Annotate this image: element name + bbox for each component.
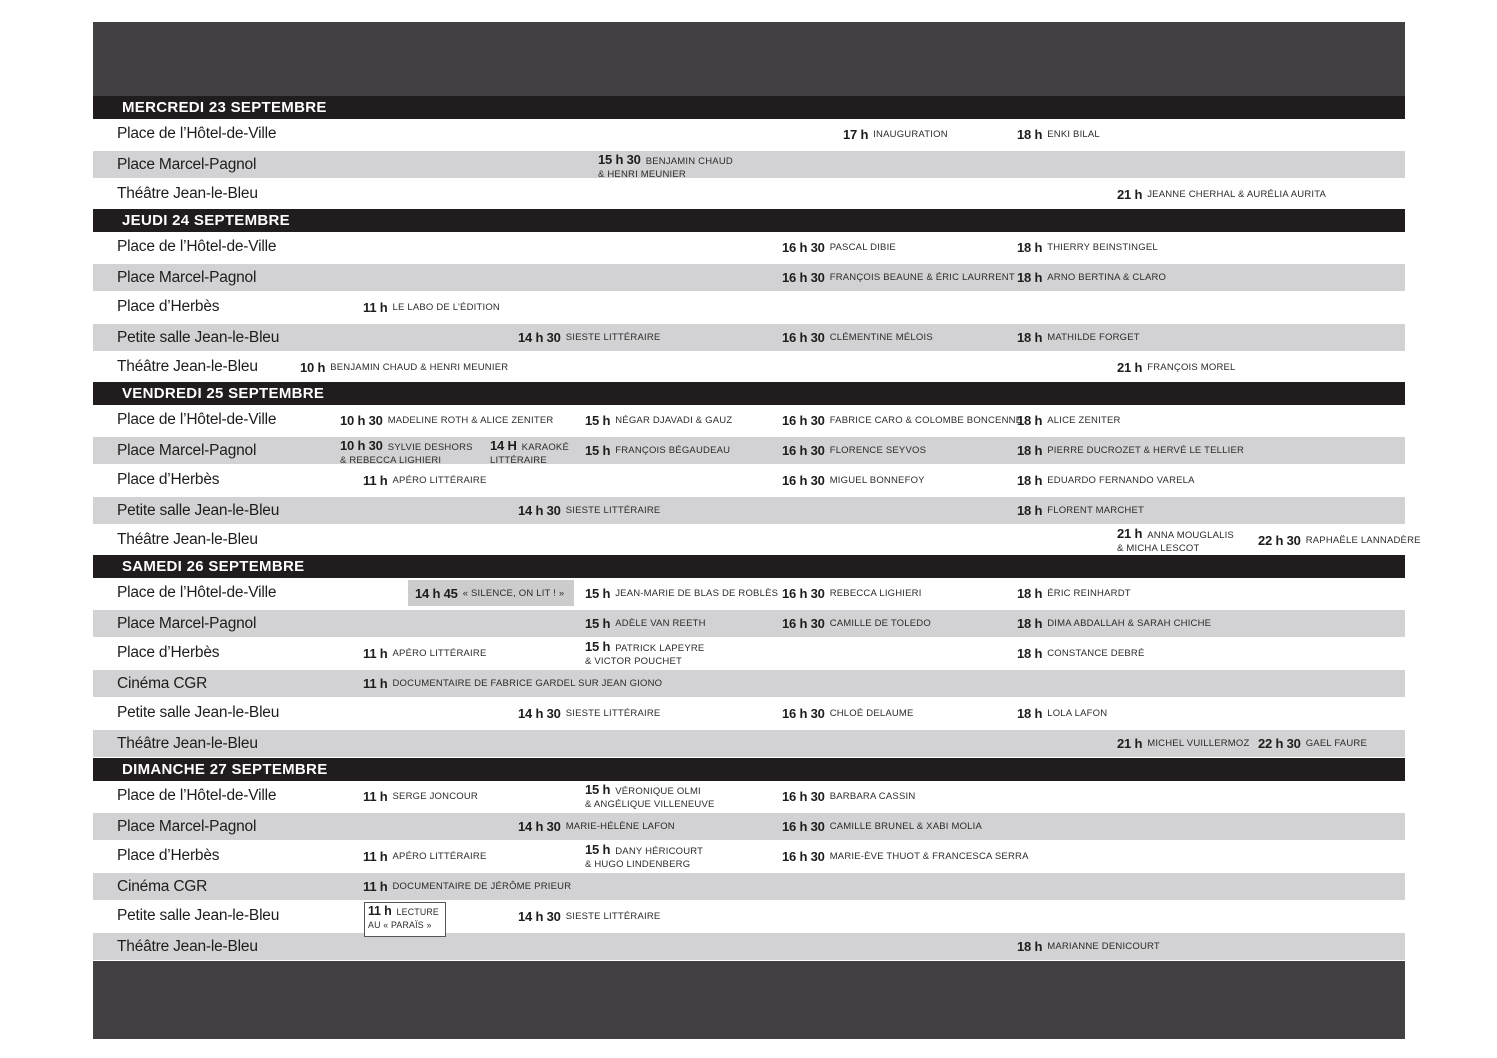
venue-row — [93, 811, 1405, 841]
event — [585, 437, 730, 464]
event-time: 14 H — [490, 438, 517, 453]
event-name: EDUARDO FERNANDO VARELA — [1047, 474, 1195, 486]
event-time: 18 h — [1017, 412, 1043, 428]
event-name: REBECCA LIGHIERI — [829, 587, 922, 599]
venue-row — [93, 871, 1405, 901]
event — [585, 844, 703, 870]
venue-row — [93, 405, 1405, 435]
event-time: 11 h — [363, 676, 388, 691]
event — [782, 781, 915, 811]
event-time: 18 h — [1017, 330, 1043, 345]
venue-label: Place Marcel-Pagnol — [117, 817, 257, 835]
event-name-line2: & VICTOR POUCHET — [585, 656, 682, 667]
program-content — [93, 22, 1421, 1039]
event — [782, 841, 1029, 871]
event — [585, 578, 778, 608]
venue-row — [93, 495, 1405, 525]
event-time: 11 h — [363, 879, 388, 894]
event-name: VÉRONIQUE OLMI — [615, 786, 701, 797]
event — [340, 405, 553, 435]
day-header: JEUDI 24 SEPTEMBRE — [93, 209, 1405, 232]
event-name-line2: & HUGO LINDENBERG — [585, 859, 691, 870]
event — [1117, 730, 1250, 757]
event-time: 15 h — [585, 412, 611, 428]
event-time: 16 h 30 — [782, 330, 825, 345]
event — [1017, 497, 1144, 524]
event — [1117, 352, 1236, 382]
event — [782, 324, 933, 351]
event-name: DOCUMENTAIRE DE JÉRÔME PRIEUR — [392, 881, 572, 892]
event-time: 10 h — [300, 359, 326, 375]
event-name: FRANÇOIS BÉGAUDEAU — [615, 445, 731, 456]
event-time: 11 h — [363, 788, 388, 804]
event-time: 15 h — [585, 616, 611, 631]
event-time: 16 h 30 — [782, 472, 825, 488]
venue-label: Cinéma CGR — [117, 674, 208, 692]
event-name: CHLOÉ DELAUME — [829, 707, 914, 719]
event-name: MADELINE ROTH & ALICE ZENITER — [387, 414, 554, 426]
venue-label: Place de l’Hôtel-de-Ville — [117, 411, 277, 428]
event-name: ARNO BERTINA & CLARO — [1047, 272, 1167, 283]
event — [363, 292, 500, 322]
venue-row — [93, 525, 1421, 555]
event — [1017, 324, 1140, 351]
venue-label: Petite salle Jean-le-Bleu — [117, 907, 280, 924]
event-name: INAUGURATION — [873, 128, 948, 140]
event-time: 14 h 30 — [518, 330, 561, 345]
venue-row — [93, 119, 1405, 149]
event-name: BENJAMIN CHAUD — [645, 156, 733, 167]
event — [363, 465, 487, 495]
event — [782, 813, 982, 840]
event — [363, 781, 478, 811]
event-time: 15 h 30 — [598, 152, 641, 167]
venue-label: Place Marcel-Pagnol — [117, 441, 257, 459]
event — [518, 813, 675, 840]
event-name: MARIE-ÈVE THUOT & FRANCESCA SERRA — [829, 850, 1029, 862]
event-time: 16 h 30 — [782, 705, 825, 721]
event-name-line2: & ANGÉLIQUE VILLENEUVE — [585, 799, 715, 810]
venue-label: Théâtre Jean-le-Bleu — [117, 734, 258, 752]
event-name: MICHEL VUILLERMOZ — [1147, 738, 1250, 749]
event-name: CLÉMENTINE MÉLOIS — [829, 332, 933, 343]
event-name: NÉGAR DJAVADI & GAUZ — [615, 414, 733, 426]
event-time: 14 h 30 — [518, 705, 561, 721]
event — [1017, 405, 1121, 435]
venue-label: Place Marcel-Pagnol — [117, 155, 257, 173]
venue-label: Place d’Herbès — [117, 298, 220, 315]
venue-row — [93, 352, 1405, 382]
event — [585, 405, 732, 435]
event-time: 18 h — [1017, 939, 1043, 954]
event — [598, 154, 733, 180]
event-time: 21 h — [1117, 526, 1143, 541]
event-name: SIESTE LITTÉRAIRE — [565, 707, 661, 719]
venue-label: Place Marcel-Pagnol — [117, 268, 257, 286]
event — [585, 610, 706, 637]
day-header: MERCREDI 23 SEPTEMBRE — [93, 96, 1405, 119]
event-name: RAPHAËLE LANNADÈRE — [1305, 534, 1421, 546]
event-name: PATRICK LAPEYRE — [615, 643, 705, 654]
event-name: GAEL FAURE — [1305, 738, 1367, 749]
event-time: 18 h — [1017, 503, 1043, 518]
event — [1017, 578, 1131, 608]
event-time: 16 h 30 — [782, 848, 825, 864]
event-time: 16 h 30 — [782, 788, 825, 804]
event-time: 18 h — [1017, 126, 1043, 142]
venue-label: Petite salle Jean-le-Bleu — [117, 501, 280, 519]
event-name: APÉRO LITTÉRAIRE — [392, 850, 487, 862]
venue-row — [93, 465, 1405, 495]
event-name: SIESTE LITTÉRAIRE — [565, 332, 661, 343]
venue-row — [93, 262, 1405, 292]
event — [843, 119, 948, 149]
event-time: 18 h — [1017, 585, 1043, 601]
event-time: 10 h 30 — [340, 438, 383, 453]
venue-label: Place Marcel-Pagnol — [117, 614, 257, 632]
event-time: 18 h — [1017, 645, 1043, 661]
event-name: CONSTANCE DEBRÉ — [1047, 647, 1145, 659]
event — [363, 670, 662, 697]
event-time: 11 h — [363, 472, 388, 488]
venue-row — [93, 149, 1405, 179]
event — [1117, 179, 1326, 209]
event — [363, 873, 571, 900]
event-time: 15 h — [585, 639, 611, 654]
event-time: 16 h 30 — [782, 270, 825, 285]
venue-row — [93, 322, 1405, 352]
event-time: 14 h 30 — [518, 908, 561, 924]
event — [1017, 119, 1100, 149]
venue-label: Place de l’Hôtel-de-Ville — [117, 125, 277, 142]
event — [1017, 232, 1158, 262]
venue-row — [93, 638, 1405, 668]
venue-row — [93, 901, 1405, 931]
event-time: 14 h 45 — [415, 585, 458, 601]
event-time: 10 h 30 — [340, 412, 383, 428]
event-name: BARBARA CASSIN — [829, 790, 916, 802]
event-name-line2: & HENRI MEUNIER — [598, 169, 686, 180]
event-name: PASCAL DIBIE — [829, 241, 896, 253]
venue-row — [93, 232, 1405, 262]
event-name: « SILENCE, ON LIT ! » — [462, 587, 565, 599]
event-name: ALICE ZENITER — [1047, 414, 1121, 426]
event-time: 14 h 30 — [518, 503, 561, 518]
event-name: MARIE-HÉLÈNE LAFON — [565, 821, 675, 832]
event-name: ADÈLE VAN REETH — [615, 618, 706, 629]
venue-label: Théâtre Jean-le-Bleu — [117, 531, 258, 548]
event-time: 21 h — [1117, 736, 1143, 751]
venue-row — [93, 292, 1405, 322]
event-name: APÉRO LITTÉRAIRE — [392, 474, 487, 486]
event-name: LE LABO DE L’ÉDITION — [392, 301, 500, 313]
event-name: DIMA ABDALLAH & SARAH CHICHE — [1047, 618, 1212, 629]
bottom-band — [93, 961, 1405, 1039]
event — [518, 901, 660, 931]
event — [1017, 437, 1244, 464]
venue-label: Place de l’Hôtel-de-Ville — [117, 238, 277, 255]
event-name-line2: & REBECCA LIGHIERI — [340, 455, 442, 466]
event-name: CAMILLE DE TOLEDO — [829, 618, 931, 629]
venue-row — [93, 728, 1405, 758]
event — [585, 641, 704, 667]
venue-label: Place d’Herbès — [117, 847, 220, 864]
event-time: 21 h — [1117, 359, 1143, 375]
event-time: 16 h 30 — [782, 412, 825, 428]
venue-row — [93, 698, 1405, 728]
event — [300, 352, 508, 382]
event — [1017, 638, 1145, 668]
event-name: FLORENCE SEYVOS — [829, 445, 927, 456]
event-name-line2: & MICHA LESCOT — [1117, 543, 1200, 554]
event-name: LECTURE — [396, 907, 439, 917]
day-header: VENDREDI 25 SEPTEMBRE — [93, 382, 1405, 405]
event-name: FRANÇOIS MOREL — [1147, 361, 1236, 373]
event — [518, 698, 660, 728]
venue-row — [93, 841, 1405, 871]
day-header: DIMANCHE 27 SEPTEMBRE — [93, 758, 1405, 781]
event — [1017, 698, 1107, 728]
event-name: CAMILLE BRUNEL & XABI MOLIA — [829, 821, 983, 832]
venue-row — [93, 781, 1405, 811]
venue-label: Théâtre Jean-le-Bleu — [117, 185, 258, 202]
event-name: DANY HÉRICOURT — [615, 846, 704, 857]
event — [1017, 610, 1211, 637]
event-name: ÉRIC REINHARDT — [1047, 587, 1131, 599]
venue-row — [93, 931, 1405, 961]
event — [1017, 465, 1195, 495]
event — [1017, 933, 1160, 960]
event-name: FLORENT MARCHET — [1047, 505, 1144, 516]
event-time: 16 h 30 — [782, 443, 825, 458]
event-name: FRANÇOIS BEAUNE & ÉRIC LAURRENT — [829, 272, 1015, 283]
event-name: SIESTE LITTÉRAIRE — [565, 910, 661, 922]
event-time: 15 h — [585, 443, 611, 458]
event-name: MATHILDE FORGET — [1047, 332, 1140, 343]
venue-row — [93, 179, 1405, 209]
event — [518, 324, 660, 351]
event — [518, 497, 660, 524]
event — [363, 841, 487, 871]
day-header: SAMEDI 26 SEPTEMBRE — [93, 555, 1405, 578]
event-name: BENJAMIN CHAUD & HENRI MEUNIER — [330, 361, 509, 373]
event — [340, 440, 473, 466]
event — [782, 264, 1015, 291]
event-time: 22 h 30 — [1258, 736, 1301, 751]
venue-label: Théâtre Jean-le-Bleu — [117, 937, 258, 955]
event-name: JEANNE CHERHAL & AURÉLIA AURITA — [1147, 188, 1327, 200]
event-name: ENKI BILAL — [1047, 128, 1100, 140]
event-time: 16 h 30 — [782, 585, 825, 601]
event-time: 11 h — [368, 904, 392, 918]
event — [1017, 264, 1166, 291]
event — [364, 902, 446, 937]
event-time: 11 h — [363, 299, 388, 315]
event-time: 18 h — [1017, 270, 1043, 285]
event-time: 11 h — [363, 848, 388, 864]
event-name: SYLVIE DESHORS — [387, 442, 473, 453]
venue-label: Place de l’Hôtel-de-Ville — [117, 584, 277, 601]
event — [782, 232, 896, 262]
event-name-line2: AU « PARAÏS » — [368, 920, 432, 930]
venue-label: Place d’Herbès — [117, 471, 220, 488]
venue-label: Petite salle Jean-le-Bleu — [117, 328, 280, 346]
venue-label: Théâtre Jean-le-Bleu — [117, 358, 258, 375]
event — [408, 580, 574, 606]
event — [782, 405, 1022, 435]
event-time: 15 h — [585, 782, 611, 797]
event-name: MIGUEL BONNEFOY — [829, 474, 925, 486]
event-name: KARAOKÉ — [521, 442, 570, 453]
event — [490, 440, 569, 466]
event — [1117, 528, 1234, 554]
event-name: MARIANNE DENICOURT — [1047, 941, 1160, 952]
event-time: 16 h 30 — [782, 819, 825, 834]
event-time: 18 h — [1017, 472, 1043, 488]
event-name: SERGE JONCOUR — [392, 790, 478, 802]
venue-label: Place d’Herbès — [117, 644, 220, 661]
event-name: APÉRO LITTÉRAIRE — [392, 647, 487, 659]
event-time: 18 h — [1017, 705, 1043, 721]
venue-label: Cinéma CGR — [117, 877, 208, 895]
event-time: 14 h 30 — [518, 819, 561, 834]
event-time: 15 h — [585, 842, 611, 857]
event-time: 17 h — [843, 126, 869, 142]
event-name: FABRICE CARO & COLOMBE BONCENNE — [829, 414, 1023, 426]
event-name: SIESTE LITTÉRAIRE — [565, 505, 661, 516]
venue-row — [93, 608, 1405, 638]
venue-label: Place de l’Hôtel-de-Ville — [117, 787, 277, 804]
event-name: THIERRY BEINSTINGEL — [1047, 241, 1158, 253]
venue-label: Petite salle Jean-le-Bleu — [117, 704, 280, 721]
event-time: 18 h — [1017, 616, 1043, 631]
event-time: 22 h 30 — [1258, 532, 1301, 548]
event-time: 15 h — [585, 585, 611, 601]
event — [1258, 730, 1367, 757]
event-name: JEAN-MARIE DE BLAS DE ROBLÈS — [615, 587, 779, 599]
event-time: 18 h — [1017, 443, 1043, 458]
event — [363, 638, 487, 668]
event-name: LOLA LAFON — [1047, 707, 1108, 719]
event — [1258, 525, 1421, 555]
event — [782, 465, 925, 495]
event — [782, 578, 922, 608]
event-name: ANNA MOUGLALIS — [1147, 530, 1234, 541]
event — [782, 698, 914, 728]
event-time: 21 h — [1117, 186, 1143, 202]
venue-row — [93, 578, 1405, 608]
event — [782, 610, 931, 637]
event-name: DOCUMENTAIRE DE FABRICE GARDEL SUR JEAN GIONO — [392, 678, 663, 689]
event-time: 11 h — [363, 645, 388, 661]
venue-row — [93, 435, 1405, 465]
event-name: PIERRE DUCROZET & HERVÉ LE TELLIER — [1047, 445, 1245, 456]
event — [782, 437, 926, 464]
event — [585, 784, 715, 810]
schedule — [93, 96, 1421, 961]
top-band — [93, 22, 1405, 96]
event-time: 16 h 30 — [782, 616, 825, 631]
event-name-line2: LITTÉRAIRE — [490, 455, 547, 466]
venue-row — [93, 668, 1405, 698]
event-time: 18 h — [1017, 239, 1043, 255]
event-time: 16 h 30 — [782, 239, 825, 255]
